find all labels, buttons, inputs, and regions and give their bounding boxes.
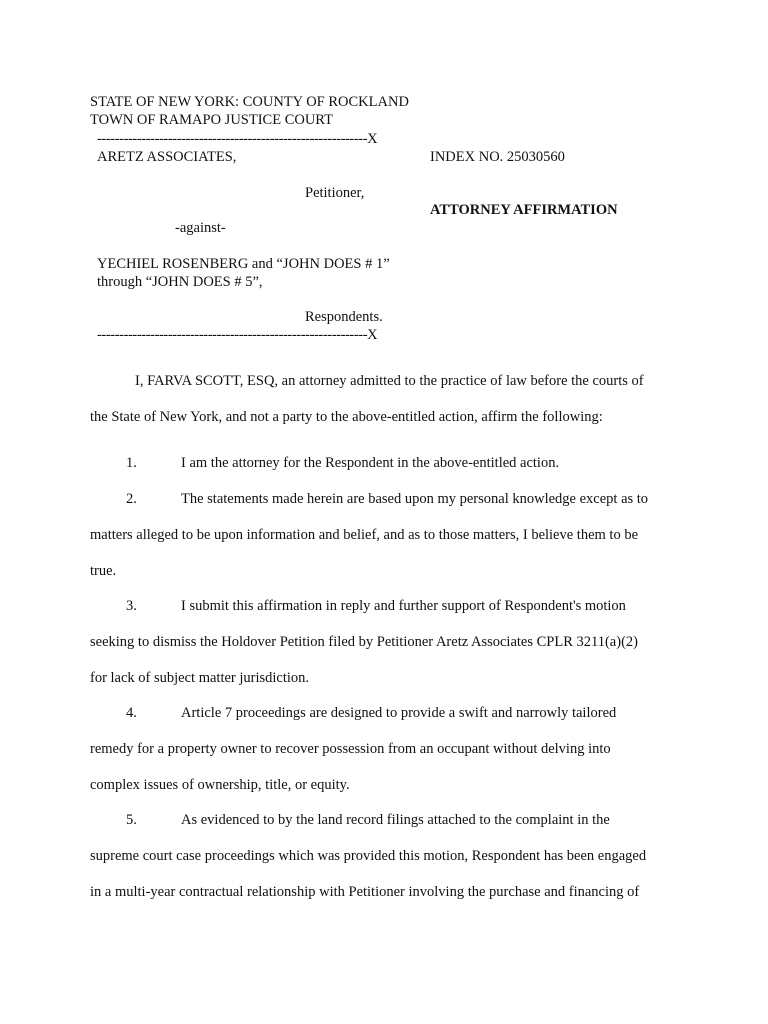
intro-line: the State of New York, and not a party to the above-entitled action, affirm the following: [90, 409, 603, 425]
paragraph-number: 5. [126, 812, 137, 828]
respondent-line1: YECHIEL ROSENBERG and “JOHN DOES # 1” [97, 256, 390, 272]
caption-divider-top: -------------------------------------------------------------X [97, 131, 378, 147]
paragraph-number: 1. [126, 455, 137, 471]
respondent-line2: through “JOHN DOES # 5”, [97, 274, 263, 290]
petitioner-name: ARETZ ASSOCIATES, [97, 149, 237, 165]
paragraph-4 [90, 695, 680, 803]
document-title: ATTORNEY AFFIRMATION [430, 202, 618, 218]
paragraph-5 [90, 802, 680, 910]
petitioner-role: Petitioner, [305, 185, 365, 201]
paragraph-number: 3. [126, 598, 137, 614]
paragraph-line: matters alleged to be upon information and belief, and as to those matters, I believe them to be [90, 527, 639, 543]
paragraph-2 [90, 481, 680, 589]
intro-paragraph [90, 363, 680, 435]
paragraph-line: for lack of subject matter jurisdiction. [90, 670, 310, 686]
paragraph-number: 4. [126, 705, 137, 721]
paragraph-1 [90, 445, 680, 481]
court-name-line2: TOWN OF RAMAPO JUSTICE COURT [90, 112, 333, 128]
paragraph-line: As evidenced to by the land record filings attached to the complaint in the [181, 812, 610, 828]
intro-line: I, FARVA SCOTT, ESQ, an attorney admitted to the practice of law before the courts of [135, 373, 644, 389]
paragraph-number: 2. [126, 491, 137, 507]
paragraph-line: The statements made herein are based upon my personal knowledge except as to [181, 491, 649, 507]
paragraph-line: supreme court case proceedings which was provided this motion, Respondent has been engaged [90, 848, 647, 864]
index-number: INDEX NO. 25030560 [430, 149, 565, 165]
paragraph-line: seeking to dismiss the Holdover Petition filed by Petitioner Aretz Associates CPLR 3211(a)(2) [90, 634, 638, 650]
paragraph-line: true. [90, 563, 117, 579]
paragraph-line: I am the attorney for the Respondent in the above-entitled action. [181, 455, 560, 471]
paragraph-3 [90, 588, 680, 696]
paragraph-line: I submit this affirmation in reply and further support of Respondent's motion [181, 598, 626, 614]
paragraph-line: remedy for a property owner to recover possession from an occupant without delving into [90, 741, 611, 757]
against-label: -against- [175, 220, 226, 236]
paragraph-line: complex issues of ownership, title, or equity. [90, 777, 350, 793]
paragraph-line: in a multi-year contractual relationship with Petitioner involving the purchase and financing of [90, 884, 640, 900]
paragraph-line: Article 7 proceedings are designed to provide a swift and narrowly tailored [181, 705, 617, 721]
court-name-line1: STATE OF NEW YORK: COUNTY OF ROCKLAND [90, 94, 409, 110]
respondent-role: Respondents. [305, 309, 383, 325]
caption-divider-bottom: -------------------------------------------------------------X [97, 327, 378, 343]
